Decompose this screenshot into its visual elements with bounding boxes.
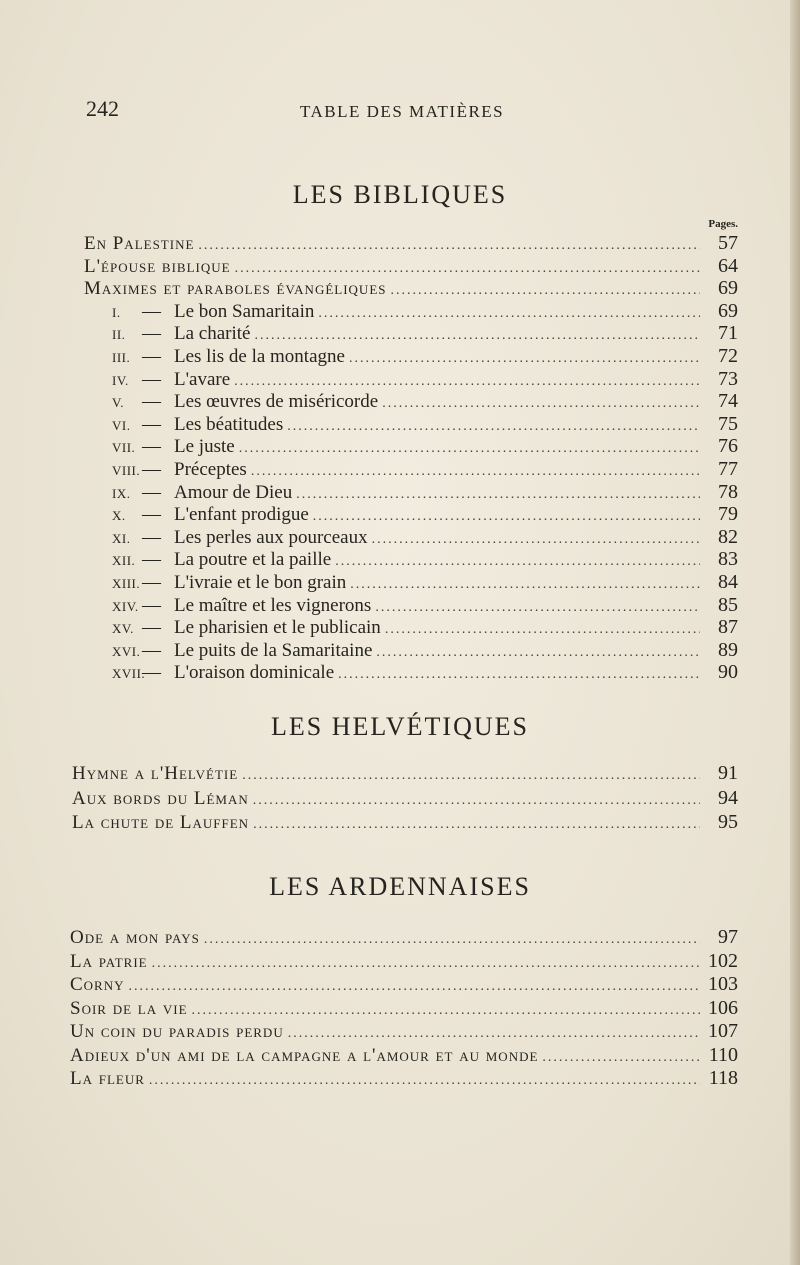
toc-entry-page: 102 (708, 950, 738, 972)
toc-leader-dots (129, 976, 700, 998)
toc-leader-dots (198, 235, 700, 257)
pages-column-label: Pages. (708, 218, 738, 230)
toc-leader-dots (254, 325, 700, 347)
toc-entry-page: 57 (718, 232, 738, 254)
toc-entry-page: 71 (718, 322, 738, 344)
toc-entry-title: Adieux d'un ami de la campagne a l'amour et au monde (70, 1045, 539, 1066)
toc-entry-numeral: IX. (112, 486, 131, 501)
toc-leader-dots (350, 574, 700, 596)
toc-entry-dash: — (142, 414, 161, 435)
toc-entry-title: L'épouse biblique (84, 256, 231, 277)
toc-entry-title: L'oraison dominicale (174, 662, 335, 683)
toc-entry (72, 787, 738, 809)
toc-entry-title: Le maître et les vignerons (174, 595, 372, 616)
toc-entry-numeral: II. (112, 327, 126, 342)
toc-entry-page: 64 (718, 255, 738, 277)
toc-entry (70, 926, 738, 948)
toc-entry-title: En Palestine (84, 233, 195, 254)
toc-entry-numeral: V. (112, 395, 124, 410)
toc-entry (112, 435, 738, 457)
toc-entry-page: 106 (708, 997, 738, 1019)
toc-entry-title: La chute de Lauffen (72, 812, 250, 833)
toc-entry-page: 91 (718, 762, 738, 784)
toc-entry (70, 997, 738, 1019)
running-title: TABLE DES MATIÈRES (300, 102, 505, 121)
toc-entry (112, 300, 738, 322)
toc-entry-dash: — (142, 640, 161, 661)
toc-entry-title: Les perles aux pourceaux (174, 527, 368, 548)
toc-entry-dash: — (142, 391, 161, 412)
toc-leader-dots (382, 393, 700, 415)
toc-entry-page: 89 (718, 639, 738, 661)
toc-entry-page: 83 (718, 548, 738, 570)
toc-entry (112, 526, 738, 548)
toc-entry (70, 950, 738, 972)
toc-entry (70, 973, 738, 995)
toc-entry-page: 69 (718, 300, 738, 322)
toc-entry (70, 1067, 738, 1089)
toc-entry-dash: — (142, 369, 161, 390)
toc-leader-dots (385, 619, 700, 641)
toc-entry (112, 616, 738, 638)
toc-entry-numeral: XV. (112, 621, 134, 636)
toc-entry-numeral: XII. (112, 553, 136, 568)
toc-leader-dots (335, 551, 700, 573)
toc-entry-dash: — (142, 617, 161, 638)
toc-entry-title: Le pharisien et le publicain (174, 617, 381, 638)
section-title-ardennaises: LES ARDENNAISES (269, 872, 531, 901)
toc-leader-dots (152, 953, 700, 975)
toc-entry (112, 548, 738, 570)
toc-entry-numeral: IV. (112, 373, 129, 388)
toc-entry-dash: — (142, 301, 161, 322)
running-head (0, 96, 800, 126)
toc-entry-page: 69 (718, 277, 738, 299)
toc-entry-title: Les œuvres de miséricorde (174, 391, 379, 412)
toc-entry-title: Hymne a l'Helvétie (72, 763, 239, 784)
toc-entry-page: 74 (718, 390, 738, 412)
toc-entry-page: 103 (708, 973, 738, 995)
toc-leader-dots (239, 438, 700, 460)
toc-entry-numeral: I. (112, 305, 121, 320)
toc-entry-page: 94 (718, 787, 738, 809)
toc-entry-title: Le puits de la Samaritaine (174, 640, 373, 661)
toc-entry-page: 79 (718, 503, 738, 525)
toc-entry-title: Les béatitudes (174, 414, 284, 435)
toc-entry-dash: — (142, 595, 161, 616)
toc-entry-dash: — (142, 323, 161, 344)
toc-entry-title: Le juste (174, 436, 235, 457)
toc-entry-page: 75 (718, 413, 738, 435)
toc-entry-numeral: XIII. (112, 576, 141, 591)
toc-entry (112, 413, 738, 435)
toc-entry (112, 571, 738, 593)
toc-entry-title: La fleur (70, 1068, 145, 1089)
toc-entry (70, 1020, 738, 1042)
toc-leader-dots (313, 506, 700, 528)
toc-entry-numeral: VII. (112, 440, 136, 455)
toc-entry-title: L'ivraie et le bon grain (174, 572, 347, 593)
toc-entry-title: Le bon Samaritain (174, 301, 315, 322)
toc-entry (112, 481, 738, 503)
toc-entry-page: 97 (718, 926, 738, 948)
toc-entry (112, 322, 738, 344)
toc-entry (112, 503, 738, 525)
toc-entry-page: 85 (718, 594, 738, 616)
toc-entry-title: Aux bords du Léman (72, 788, 249, 809)
toc-leader-dots (391, 280, 701, 302)
toc-entry-page: 118 (708, 1067, 738, 1089)
toc-entry-numeral: XIV. (112, 599, 139, 614)
toc-entry-dash: — (142, 436, 161, 457)
toc-entry-title: Ode a mon pays (70, 927, 200, 948)
toc-entry-page: 76 (718, 435, 738, 457)
page-number: 242 (86, 96, 119, 121)
toc-entry-numeral: XI. (112, 531, 131, 546)
toc-entry-dash: — (142, 572, 161, 593)
toc-entry (112, 594, 738, 616)
toc-entry (112, 661, 738, 683)
toc-entry (70, 1044, 738, 1066)
section-title-bibliques: LES BIBLIQUES (292, 180, 508, 209)
toc-entry-dash: — (142, 662, 161, 683)
toc-entry (112, 458, 738, 480)
toc-entry (84, 255, 738, 277)
toc-leader-dots (242, 765, 700, 787)
section-title-helvetiques: LES HELVÉTIQUES (271, 712, 529, 741)
toc-entry-numeral: X. (112, 508, 126, 523)
toc-leader-dots (192, 1000, 700, 1022)
toc-entry-dash: — (142, 504, 161, 525)
toc-entry (112, 639, 738, 661)
toc-entry-title: Soir de la vie (70, 998, 188, 1019)
toc-entry (112, 368, 738, 390)
toc-leader-dots (349, 348, 700, 370)
toc-entry-page: 78 (718, 481, 738, 503)
toc-entry-page: 95 (718, 811, 738, 833)
toc-entry-page: 82 (718, 526, 738, 548)
toc-entry (72, 762, 738, 784)
toc-entry-title: Préceptes (174, 459, 247, 480)
toc-entry (84, 232, 738, 254)
toc-entry-page: 107 (708, 1020, 738, 1042)
toc-entry-page: 84 (718, 571, 738, 593)
toc-entry-title: La charité (174, 323, 251, 344)
toc-entry-numeral: XVI. (112, 644, 141, 659)
toc-entry-dash: — (142, 482, 161, 503)
toc-leader-dots (204, 929, 700, 951)
toc-entry-page: 87 (718, 616, 738, 638)
toc-entry-title: La poutre et la paille (174, 549, 332, 570)
toc-entry-title: Un coin du paradis perdu (70, 1021, 284, 1042)
toc-entry-page: 77 (718, 458, 738, 480)
toc-leader-dots (542, 1047, 700, 1069)
toc-leader-dots (251, 461, 700, 483)
toc-entry-numeral: III. (112, 350, 131, 365)
toc-leader-dots (288, 1023, 700, 1045)
toc-entry-dash: — (142, 459, 161, 480)
toc-entry-dash: — (142, 346, 161, 367)
toc-leader-dots (253, 790, 700, 812)
toc-entry-dash: — (142, 549, 161, 570)
toc-entry (72, 811, 738, 833)
toc-entry-numeral: VI. (112, 418, 131, 433)
toc-entry (112, 390, 738, 412)
toc-entry-dash: — (142, 527, 161, 548)
toc-leader-dots (253, 814, 700, 836)
toc-entry-title: Amour de Dieu (174, 482, 293, 503)
toc-entry-numeral: XVII. (112, 666, 146, 681)
toc-leader-dots (338, 664, 700, 686)
toc-entry-title: Maximes et paraboles évangéliques (84, 278, 387, 299)
toc-entry-page: 90 (718, 661, 738, 683)
toc-leader-dots (149, 1070, 700, 1092)
toc-entry-title: Corny (70, 974, 125, 995)
toc-entry-title: L'avare (174, 369, 231, 390)
toc-entry-title: La patrie (70, 951, 148, 972)
toc-entry-title: Les lis de la montagne (174, 346, 345, 367)
toc-entry (112, 345, 738, 367)
toc-entry (84, 277, 738, 299)
toc-entry-title: L'enfant prodigue (174, 504, 309, 525)
toc-entry-page: 110 (708, 1044, 738, 1066)
toc-entry-page: 72 (718, 345, 738, 367)
toc-entry-numeral: VIII. (112, 463, 141, 478)
toc-entry-page: 73 (718, 368, 738, 390)
